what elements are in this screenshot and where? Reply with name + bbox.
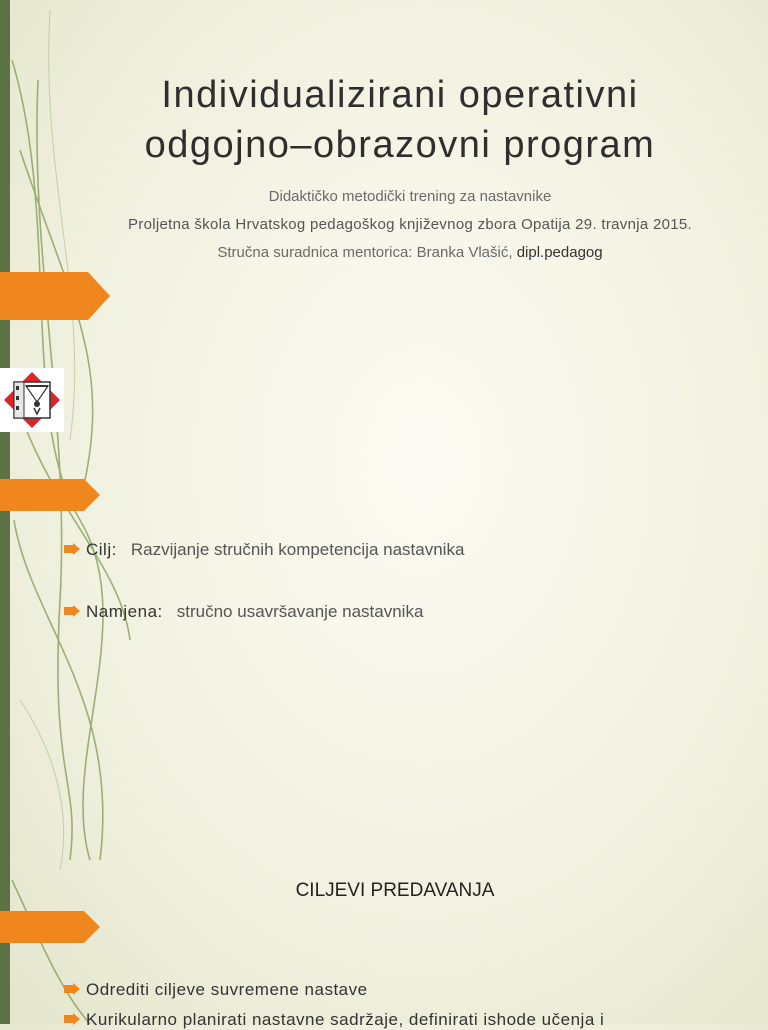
arrow-right-icon: [64, 602, 80, 622]
bullet-objective: [64, 1010, 604, 1030]
slide-title: [80, 70, 720, 170]
title-line-1: Individualizirani operativni: [161, 74, 639, 116]
bullet-text: Odrediti ciljeve suvremene nastave: [86, 980, 368, 999]
bullet-goal: [64, 540, 464, 560]
arrow-right-icon: [64, 540, 80, 560]
subtitle-training: Didaktičko metodički trening za nastavnike: [268, 188, 552, 205]
title-line-2: odgojno–obrazovni program: [144, 124, 656, 166]
mentor-name: Stručna suradnica mentorica: Branka Vlašić,: [217, 244, 517, 261]
bullet-text: Kurikularno planirati nastavne sadržaje, definirati ishode učenja i: [86, 1010, 605, 1029]
subtitle-mentor: [40, 244, 768, 261]
section-heading: CILJEVI PREDAVANJA: [295, 880, 495, 901]
bullet-label: Cilj:: [86, 540, 117, 559]
bullet-text: stručno usavršavanje nastavnika: [176, 602, 424, 621]
orange-tab-marker: [0, 911, 100, 957]
subtitle-school: Proljetna škola Hrvatskog pedagoškog književnog zbora Opatija 29. travnja 2015.: [127, 216, 693, 233]
bullet-objective: [64, 980, 368, 1000]
orange-tab-marker: [0, 272, 110, 318]
arrow-right-icon: [64, 980, 80, 1000]
mentor-title: dipl.pedagog: [516, 244, 603, 261]
school-logo-icon: [0, 368, 64, 432]
arrow-right-icon: [64, 1010, 80, 1030]
orange-tab-marker: [0, 479, 100, 525]
bullet-text: Razvijanje stručnih kompetencija nastavnika: [130, 540, 465, 559]
bullet-purpose: [64, 602, 423, 622]
bullet-label: Namjena:: [86, 602, 163, 621]
